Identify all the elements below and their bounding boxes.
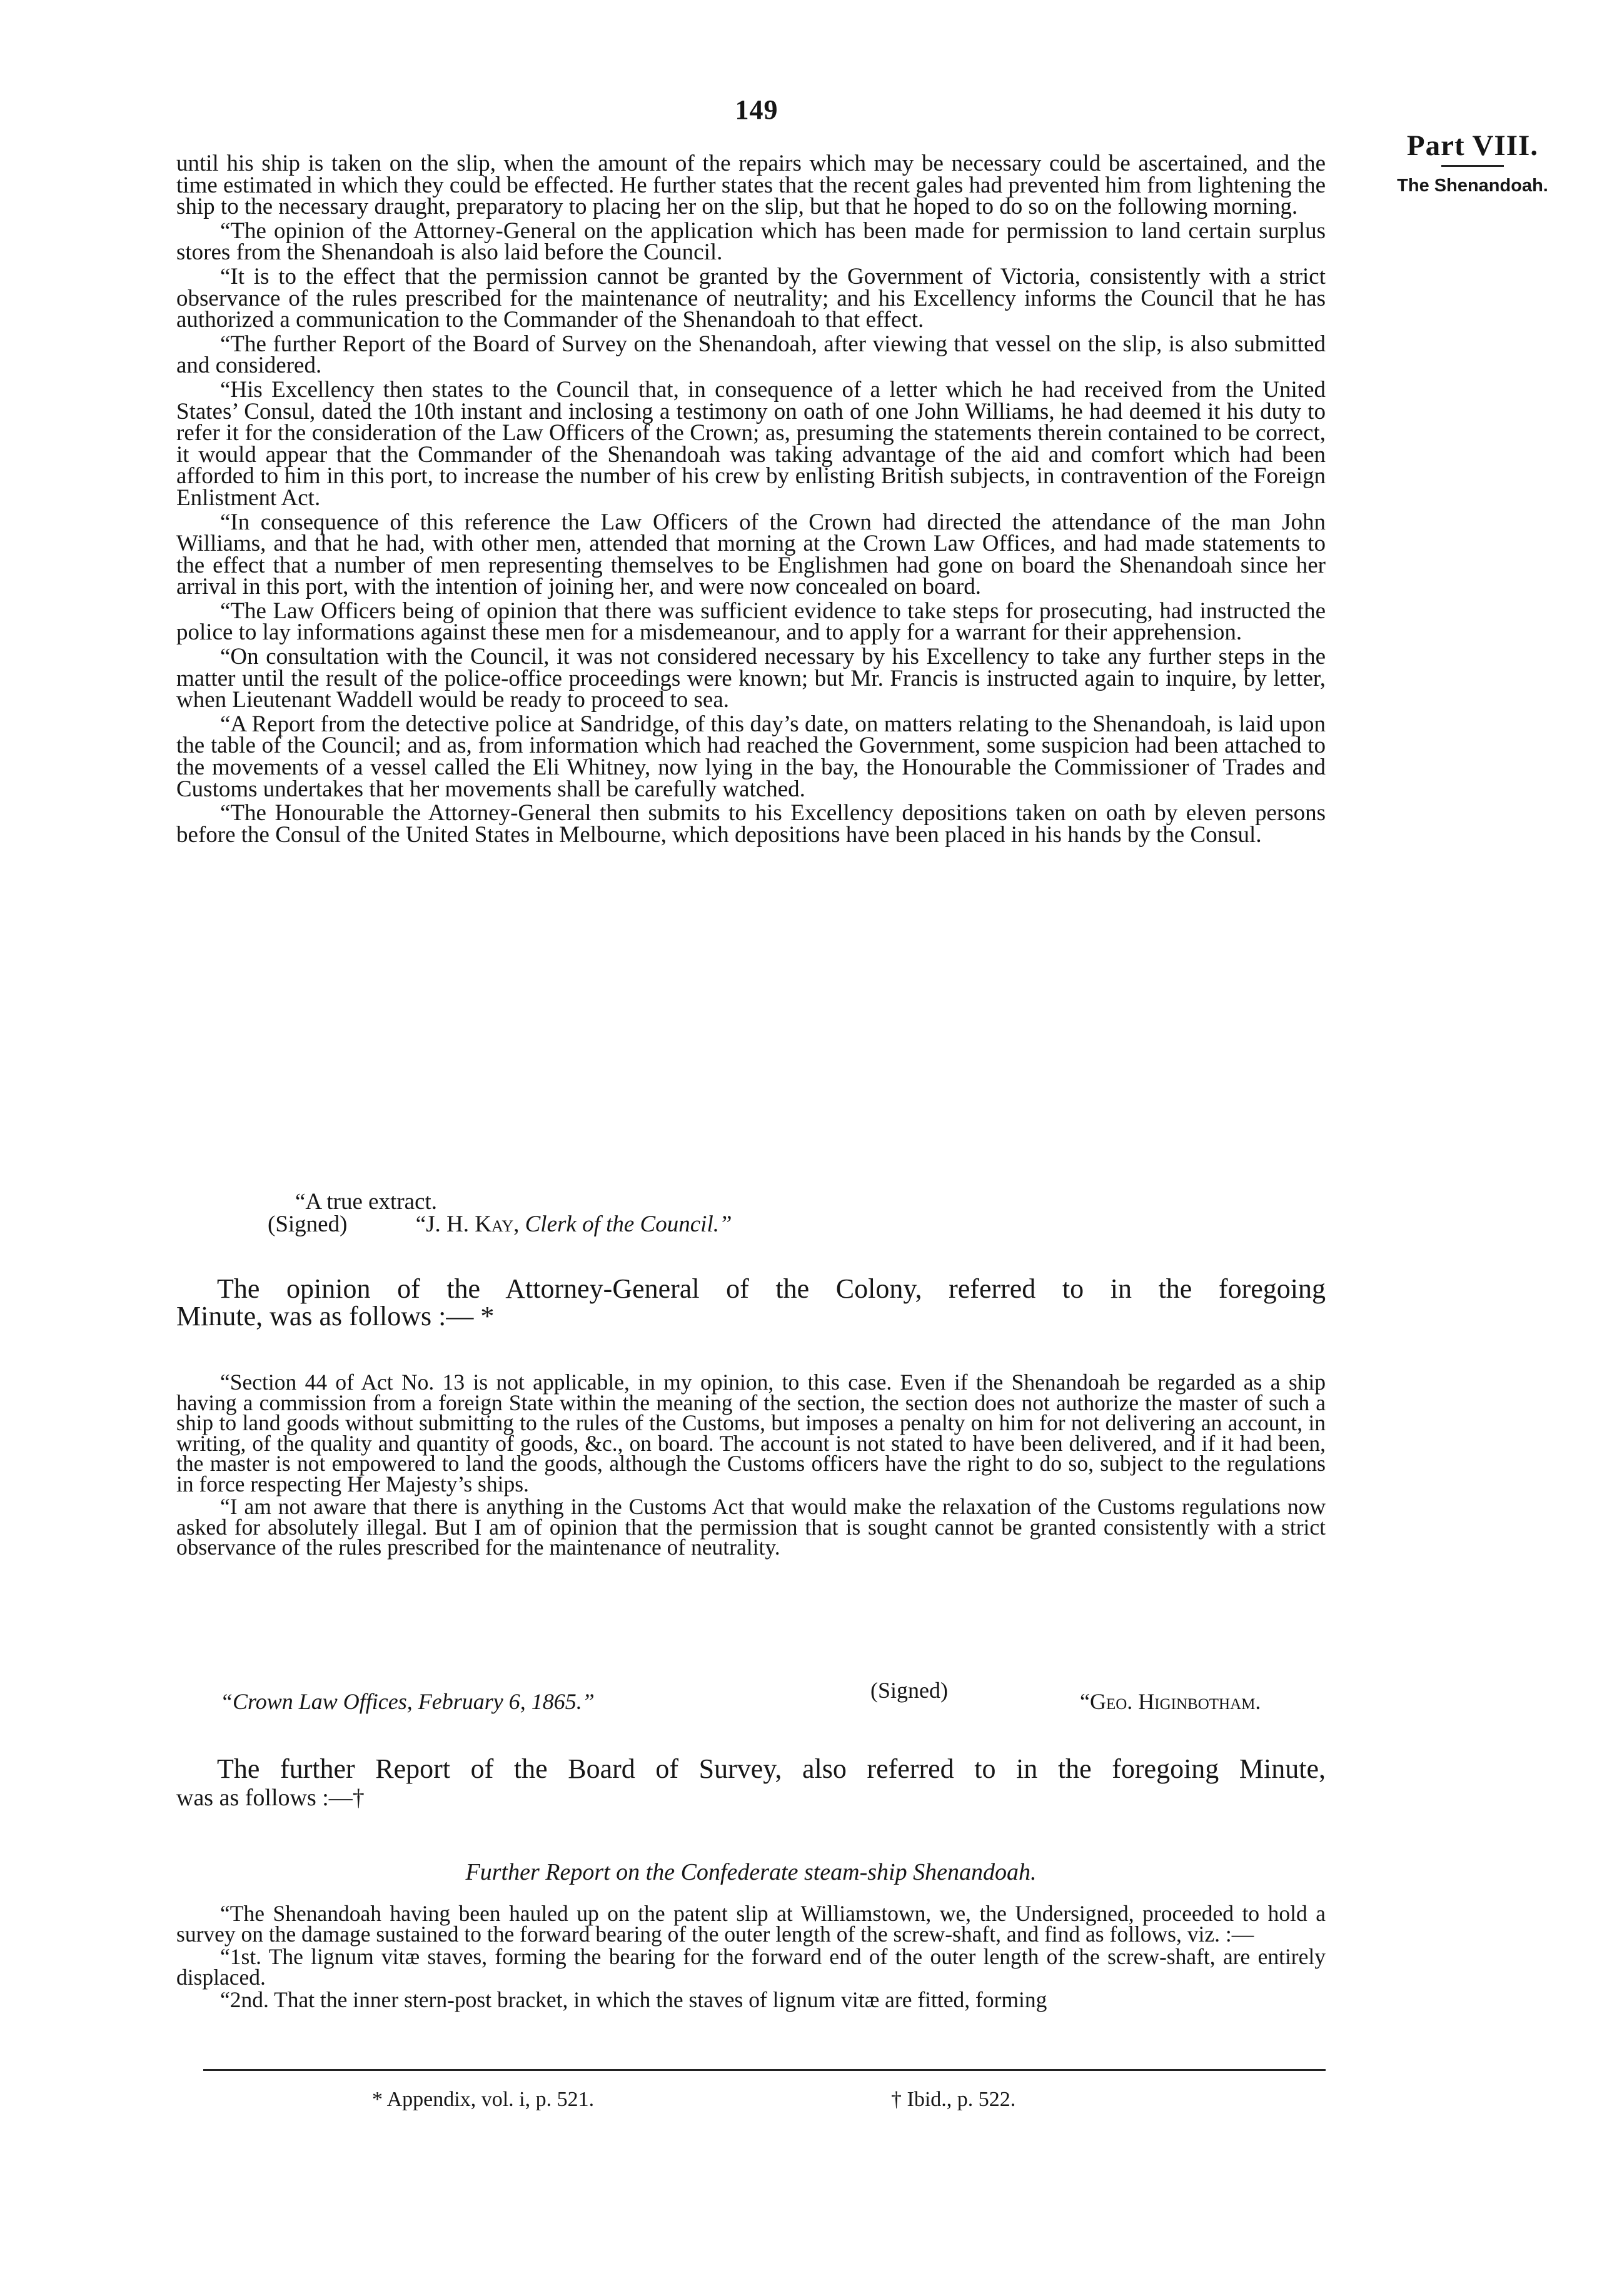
footnote-1: * Appendix, vol. i, p. 521. (372, 2088, 595, 2111)
page-number: 149 (735, 94, 778, 125)
paragraph: until his ship is taken on the slip, when the amount of the repairs which may be necessary could be ascertained, and the time estimated in which they could be effected. He further states that the recent gales had prevented him from lightening the ship to the necessary draught, preparatory to placing her on the slip, but that he hoped to do so on the following morning. (176, 151, 1326, 220)
paragraph: “The Shenandoah having been hauled up on the patent slip at Williamstown, we, the Undersigned, proceeded to hold a survey on the damage sustained to the forward bearing of the outer length of the screw-shaft, and find as follows, viz. :— (176, 1901, 1326, 1947)
clerk-title: Clerk of the Council.” (525, 1211, 732, 1237)
true-extract: “A true extract. (295, 1189, 438, 1215)
signature-line (176, 1213, 1326, 1236)
paragraph: “On consultation with the Council, it was not considered necessary by his Excellency to take any further steps in the matter until the result of the police-office proceedings were known; but Mr. Francis is instructed again to inquire, by letter, when Lieutenant Waddell would be ready to proceed to sea. (176, 644, 1326, 713)
opinion-text (176, 1372, 1326, 1560)
footnote-rule (203, 2069, 1326, 2071)
paragraph: “I am not aware that there is anything in the Customs Act that would make the relaxation of the Customs regulations now asked for absolutely illegal. But I am of opinion that the permission that is sought cannot be granted consistently with a strict observance of the rules prescribed for the maintenance of neutrality. (176, 1494, 1326, 1560)
part-label: Part VIII. (1406, 129, 1539, 162)
opinion-signature (176, 1666, 1326, 1716)
paragraph: “1st. The lignum vitæ staves, forming the bearing for the forward end of the outer length of the screw-shaft, are entirely displaced. (176, 1944, 1326, 1990)
paragraph: “Section 44 of Act No. 13 is not applicable, in my opinion, to this case. Even if the Shenandoah be regarded as a ship having a commission from a foreign State within the meaning of the section, the section does not authorize the master of such a ship to land goods without submitting to the rules of the Customs, but imposes a penalty on him for not delivering an account, in writing, of the quality and quantity of goods, &c., on board. The account is not stated to have been delivered, and if it had been, the master is not empowered to land the goods, although the Customs officers have the right to do so, subject to the regulations in force respecting Her Majesty’s ships. (176, 1370, 1326, 1496)
paragraph: “The Law Officers being of opinion that there was sufficient evidence to take steps for prosecuting, had instructed the police to lay informations against these men for a misdemeanour, and to apply for a warrant for their apprehension. (176, 598, 1326, 646)
heading-line-1: The opinion of the Attorney-General of the Colony, referred to in the foregoing (217, 1273, 1326, 1304)
paragraph: “The Honourable the Attorney-General then submits to his Excellency depositions taken on oath by eleven persons before the Consul of the United States in Melbourne, which depositions have been placed in his hands by the Consul. (176, 800, 1326, 848)
subject-label: The Shenandoah. (1397, 176, 1548, 196)
minute-text (176, 153, 1326, 848)
margin-note (1348, 129, 1598, 196)
paragraph: “It is to the effect that the permission cannot be granted by the Government of Victoria, consistently with a strict observance of the rules prescribed for the maintenance of neutrality; and his Excellency informs the Council that he has authorized a communication to the Commander of the Shenandoah to that effect. (176, 263, 1326, 333)
paragraph: “The opinion of the Attorney-General on the application which has been made for permission to land certain surplus stores from the Shenandoah is also laid before the Council. (176, 218, 1326, 266)
signed-label: (Signed) (268, 1211, 348, 1237)
report-title: Further Report on the Confederate steam-ship Shenandoah. (465, 1859, 1037, 1885)
heading-line-2: was as follows :—† (176, 1785, 365, 1811)
footnote-2: † Ibid., p. 522. (891, 2088, 1016, 2111)
heading-line-1: The further Report of the Board of Survey, also referred to in the foregoing Minute, (217, 1753, 1326, 1784)
signer-name: “Geo. Higinbotham. (1080, 1689, 1261, 1714)
paragraph: “2nd. That the inner stern-post bracket, in which the staves of lignum vitæ are fitted, forming (220, 1987, 1047, 2012)
report-text (176, 1903, 1326, 2013)
paragraph: “In consequence of this reference the Law Officers of the Crown had directed the attendance of the man John Williams, and that he had, with other men, attended that morning at the Crown Law Offices, and had made statements to the effect that a number of men representing themselves to be Englishmen had gone on board the Shenandoah since her arrival in this port, with the intention of joining her, and were now concealed on board. (176, 509, 1326, 600)
signed-label: (Signed) (870, 1678, 948, 1703)
heading-attorney-opinion (176, 1275, 1326, 1330)
opinion-date: “Crown Law Offices, February 6, 1865.” (220, 1689, 595, 1714)
paragraph: “The further Report of the Board of Survey on the Shenandoah, after viewing that vessel on the slip, is also submitted and considered. (176, 331, 1326, 379)
paragraph: “His Excellency then states to the Council that, in consequence of a letter which he had received from the United States’ Consul, dated the 10th instant and inclosing a testimony on oath of one John Williams, he had deemed it his duty to refer it for the consideration of the Law Officers of the Crown; as, presuming the statements therein contained to be correct, it would appear that the Commander of the Shenandoah was taking advantage of the aid and comfort which had been afforded to him in this port, to increase the number of his crew by enlisting British subjects, in contravention of the Foreign Enlistment Act. (176, 376, 1326, 511)
clerk-name: “J. H. Kay, (415, 1211, 520, 1237)
margin-rule (1441, 165, 1504, 167)
extract-signature (176, 1191, 1326, 1236)
paragraph: “A Report from the detective police at Sandridge, of this day’s date, on matters relating to the Shenandoah, is laid upon the table of the Council; and as, from information which had reached the Government, some suspicion had been attached to the movements of a vessel called the Eli Whitney, now lying in the bay, the Honourable the Commissioner of Trades and Customs undertakes that her movements shall be carefully watched. (176, 711, 1326, 802)
heading-line-2: Minute, was as follows :— * (176, 1301, 495, 1331)
heading-board-report (176, 1755, 1326, 1812)
